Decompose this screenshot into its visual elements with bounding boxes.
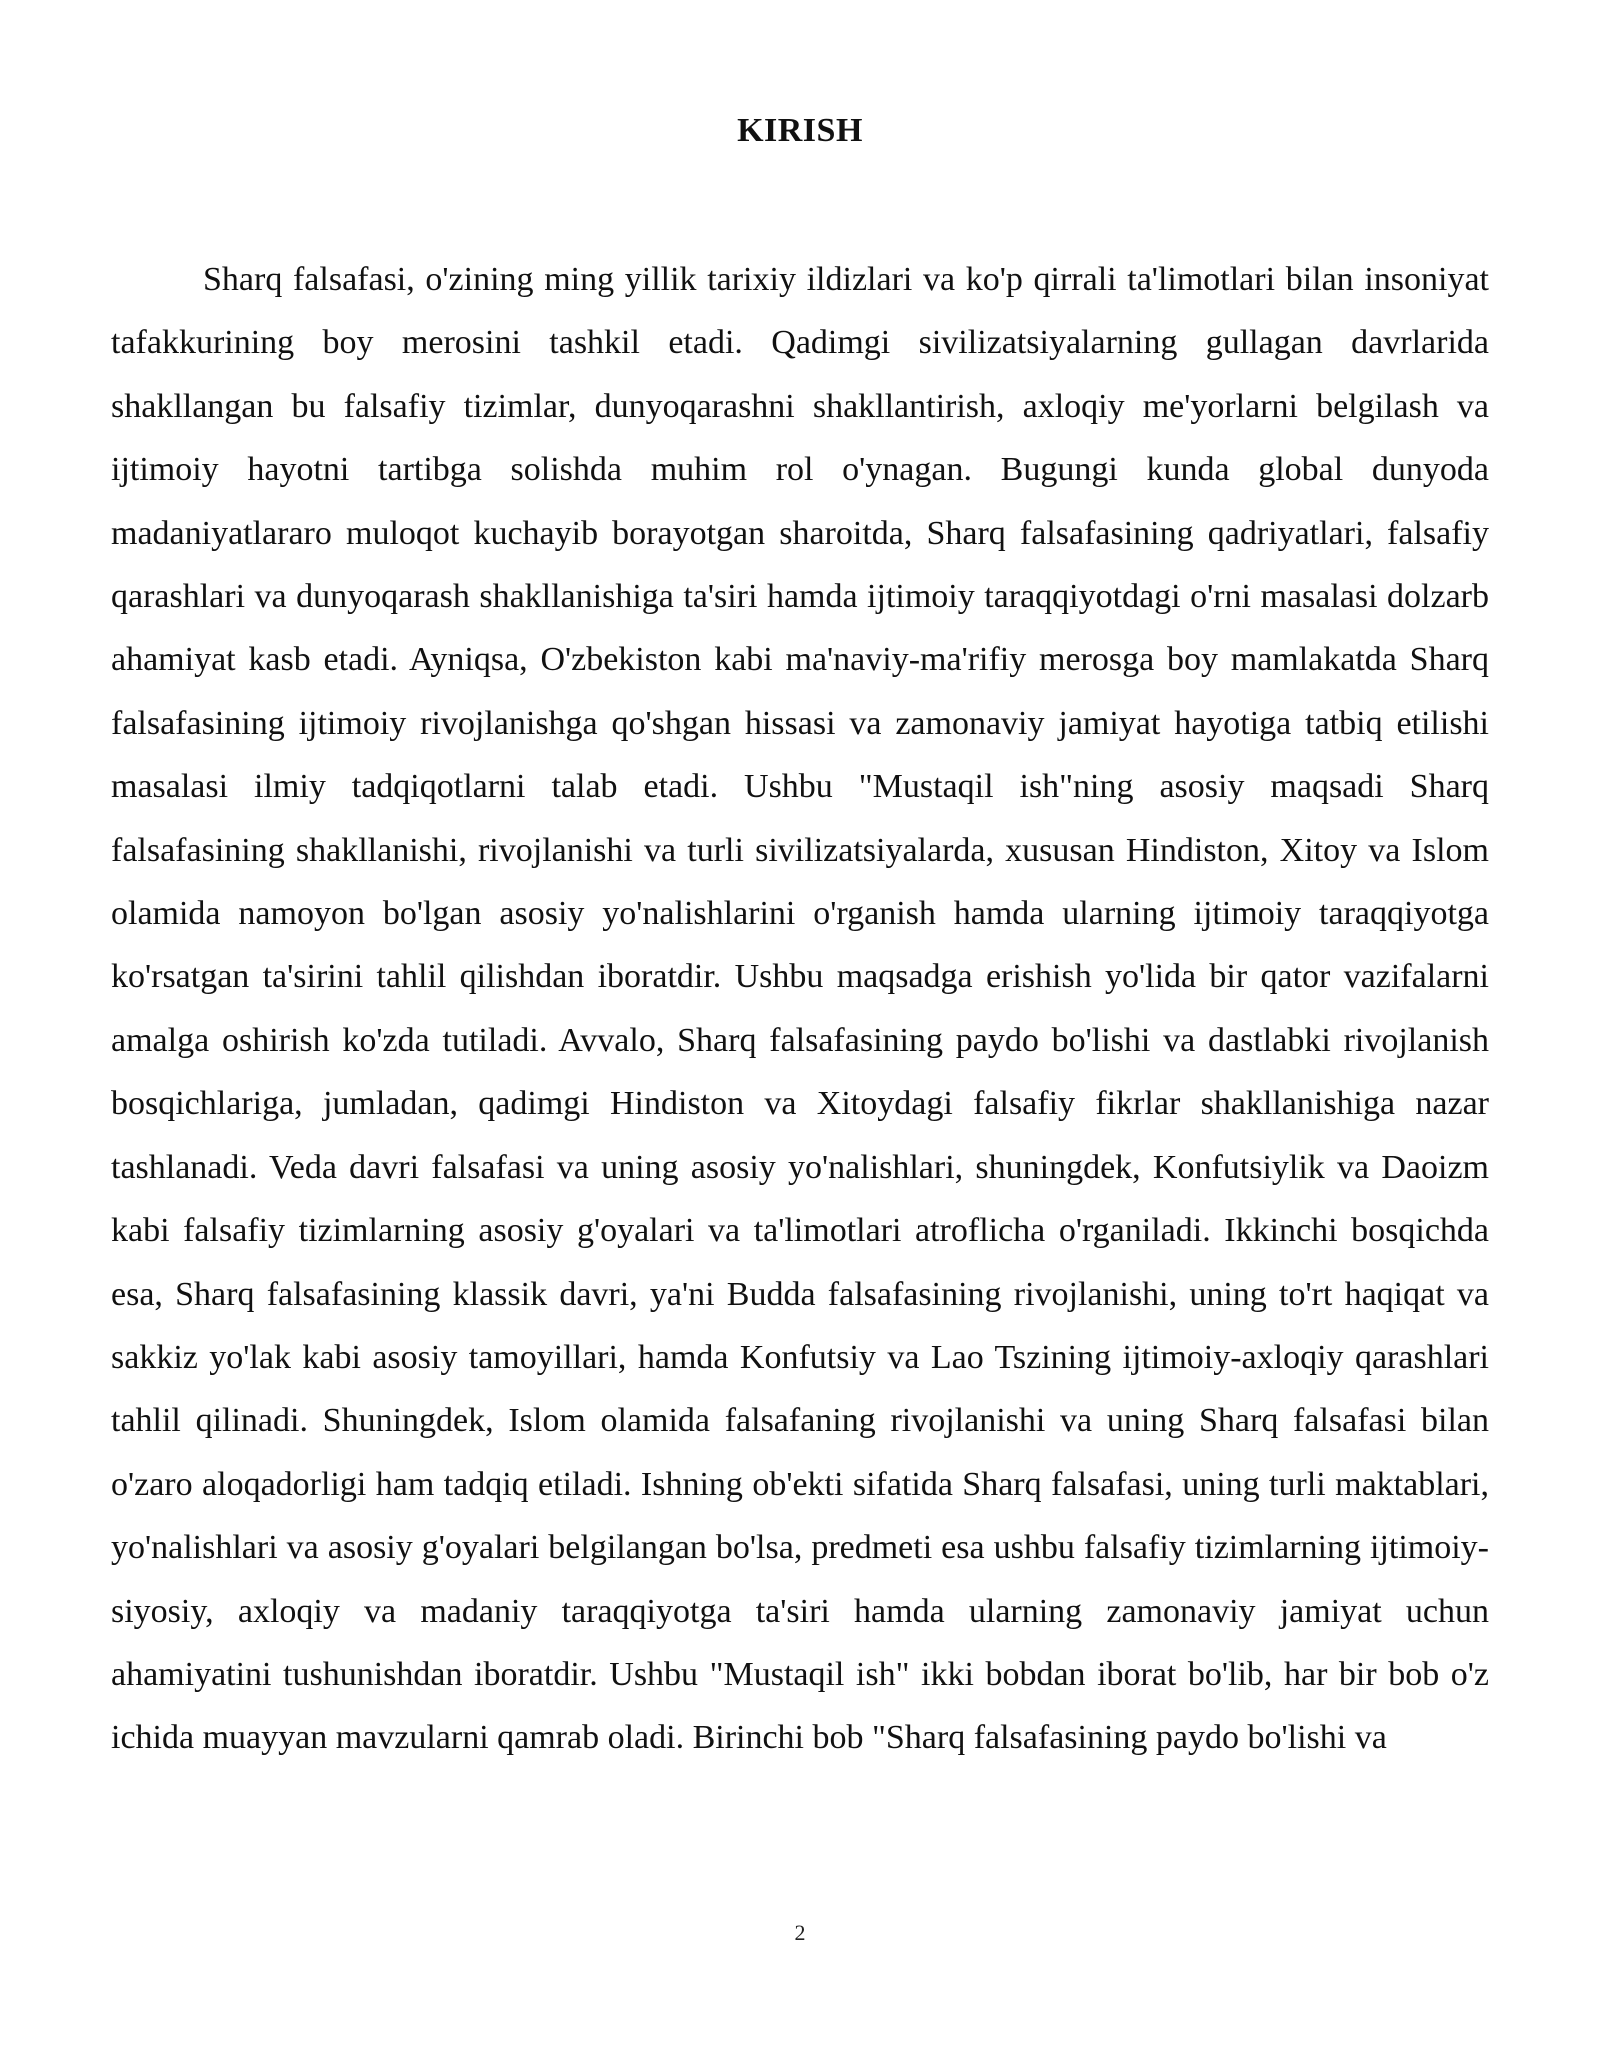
page-number: 2	[794, 1920, 806, 1945]
page-title: KIRISH	[737, 112, 863, 149]
body-paragraph: Sharq falsafasi, o'zining ming yillik tarixiy ildizlari va ko'p qirrali ta'limotlari bilan insoniyat tafakkurining boy merosini tashkil etadi. Qadimgi sivilizatsiyalarning gullagan davrlarida shakllangan bu falsafiy tizimlar, dunyoqarashni shakllantirish, axloqiy me'yorlarni belgilash va ijtimoiy hayotni tartibga solishda muhim rol o'ynagan. Bugungi kunda global dunyoda madaniyatlararo muloqot kuchayib borayotgan sharoitda, Sharq falsafasining qadriyatlari, falsafiy qarashlari va dunyoqarash shakllanishiga ta'siri hamda ijtimoiy taraqqiyotdagi o'rni masalasi dolzarb ahamiyat kasb etadi. Ayniqsa, O'zbekiston kabi ma'naviy-ma'rifiy merosga boy mamlakatda Sharq falsafasining ijtimoiy rivojlanishga qo'shgan hissasi va zamonaviy jamiyat hayotiga tatbiq etilishi masalasi ilmiy tadqiqotlarni talab etadi. Ushbu "Mustaqil ish"ning asosiy maqsadi Sharq falsafasining shakllanishi, rivojlanishi va turli sivilizatsiyalarda, xususan Hindiston, Xitoy va Islom olamida namoyon bo'lgan asosiy yo'nalishlarini o'rganish hamda ularning ijtimoiy taraqqiyotga ko'rsatgan ta'sirini tahlil qilishdan iboratdir. Ushbu maqsadga erishish yo'lida bir qator vazifalarni amalga oshirish ko'zda tutiladi. Avvalo, Sharq falsafasining paydo bo'lishi va dastlabki rivojlanish bosqichlariga, jumladan, qadimgi Hindiston va Xitoydagi falsafiy fikrlar shakllanishiga nazar tashlanadi. Veda davri falsafasi va uning asosiy yo'nalishlari, shuningdek, Konfutsiylik va Daoizm kabi falsafiy tizimlarning asosiy g'oyalari va ta'limotlari atroflicha o'rganiladi. Ikkinchi bosqichda esa, Sharq falsafasining klassik davri, ya'ni Budda falsafasining rivojlanishi, uning to'rt haqiqat va sakkiz yo'lak kabi asosiy tamoyillari, hamda Konfutsiy va Lao Tszining ijtimoiy-axloqiy qarashlari tahlil qilinadi. Shuningdek, Islom olamida falsafaning rivojlanishi va uning Sharq falsafasi bilan o'zaro aloqadorligi ham tadqiq etiladi. Ishning ob'ekti sifatida Sharq falsafasi, uning turli maktablari, yo'nalishlari va asosiy g'oyalari belgilangan bo'lsa, predmeti esa ushbu falsafiy tizimlarning ijtimoiy-siyosiy, axloqiy va madaniy taraqqiyotga ta'siri hamda ularning zamonaviy jamiyat uchun ahamiyatini tushunishdan iboratdir. Ushbu "Mustaqil ish" ikki bobdan iborat bo'lib, har bir bob o'z ichida muayyan mavzularni qamrab oladi. Birinchi bob "Sharq falsafasining paydo bo'lishi va	[111, 261, 1489, 1757]
